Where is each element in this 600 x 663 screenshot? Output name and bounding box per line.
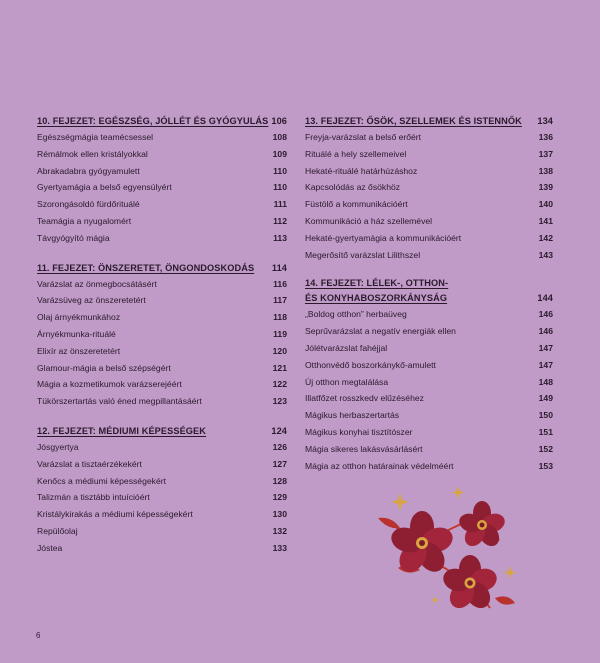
entry-page: 108 — [272, 132, 287, 142]
toc-entry — [37, 343, 287, 360]
entry-title: Repülőolaj — [37, 525, 78, 536]
entry-page: 120 — [272, 345, 287, 356]
entry-page: 127 — [272, 458, 287, 469]
toc-entry — [305, 230, 553, 247]
entry-page: 126 — [272, 441, 287, 452]
entry-title: Mágikus konyhai tisztítószer — [305, 426, 413, 437]
chapter-page: 134 — [537, 116, 553, 126]
entry-title: Tükörszertartás való éned megpillantásáért — [37, 396, 202, 407]
chapter-title-line1: 14. FEJEZET: LÉLEK-, OTTHON- — [305, 278, 449, 289]
entry-page: 111 — [273, 199, 287, 210]
chapter-heading — [37, 423, 287, 439]
toc-entry — [37, 523, 287, 540]
toc-entry — [37, 506, 287, 523]
entry-page: 147 — [538, 359, 553, 370]
toc-entry — [37, 276, 287, 293]
toc-entry — [37, 376, 287, 393]
toc-entry — [37, 230, 287, 247]
entry-page: 118 — [273, 312, 287, 323]
entry-title: Mágikus herbaszertartás — [305, 410, 400, 421]
chapter-page: 144 — [537, 293, 553, 304]
entry-title: Távgyógyító mágia — [37, 232, 110, 243]
chapter-page: 106 — [271, 116, 287, 126]
entry-title: Freyja-varázslat a belső erőért — [305, 132, 422, 142]
entry-title: Illatfőzet rosszkedv elűzéséhez — [305, 393, 424, 404]
entry-title: Rituálé a hely szellemeivel — [305, 148, 407, 159]
entry-title: Jóstea — [37, 542, 63, 553]
toc-entry — [37, 540, 287, 557]
toc-entry — [305, 458, 553, 475]
entry-title: Rémálmok ellen kristályokkal — [37, 148, 148, 159]
entry-page: 146 — [538, 326, 553, 337]
chapter-heading — [305, 113, 553, 129]
entry-title: Kapcsolódás az ősökhöz — [305, 182, 401, 193]
entry-page: 141 — [538, 215, 553, 226]
toc-left-column — [37, 113, 287, 570]
toc-chapter-14 — [305, 276, 553, 474]
entry-title: Egészségmágia teamécsessel — [37, 132, 154, 142]
entry-page: 149 — [538, 393, 553, 404]
toc-chapter-11 — [37, 260, 287, 410]
toc-entry — [37, 360, 287, 377]
entry-page: 132 — [272, 525, 287, 536]
toc-chapter-10 — [37, 113, 287, 247]
entry-title: Jósgyertya — [37, 441, 79, 452]
toc-entry — [305, 424, 553, 441]
entry-page: 137 — [538, 148, 553, 159]
toc-entry — [37, 439, 287, 456]
toc-entry — [305, 306, 553, 323]
toc-entry — [305, 146, 553, 163]
toc-entry — [37, 393, 287, 410]
entry-page: 138 — [538, 165, 553, 176]
toc-entry — [305, 407, 553, 424]
entry-title: Új otthon megtalálása — [305, 376, 389, 387]
entry-page: 110 — [273, 182, 287, 193]
toc-entry — [305, 129, 553, 146]
entry-page: 130 — [272, 509, 287, 520]
entry-title: Olaj árnyékmunkához — [37, 312, 121, 323]
entry-title: Gyertyamágia a belső egyensúlyért — [37, 182, 172, 193]
entry-title: Varázslat a tisztaérzékekért — [37, 458, 142, 469]
toc-entry — [37, 213, 287, 230]
entry-title: Hekaté-rituálé határhúzáshoz — [305, 165, 418, 176]
entry-page: 116 — [273, 278, 287, 289]
toc-entry — [305, 374, 553, 391]
entry-page: 110 — [273, 165, 287, 176]
entry-title: „Boldog otthon” herbaüveg — [305, 309, 407, 320]
chapter-heading — [37, 260, 287, 276]
toc-entry — [305, 340, 553, 357]
chapter-title: 12. FEJEZET: MÉDIUMI KÉPESSÉGEK — [37, 425, 207, 436]
entry-title: Varázslat az önmegbocsátásért — [37, 278, 157, 289]
entry-title: Mágia sikeres lakásvásárlásért — [305, 443, 423, 454]
entry-page: 119 — [273, 328, 287, 339]
entry-page: 123 — [272, 396, 287, 407]
entry-page: 150 — [538, 410, 553, 421]
toc-right-column — [305, 113, 553, 487]
toc-entry — [37, 146, 287, 163]
toc-entry — [37, 129, 287, 146]
entry-title: Jólétvarázslat fahéjjal — [305, 342, 388, 353]
page-number: 6 — [36, 631, 41, 640]
entry-page: 121 — [272, 362, 287, 373]
chapter-title: 13. FEJEZET: ŐSÖK, SZELLEMEK ÉS ISTENNŐK — [305, 116, 522, 126]
toc-entry — [305, 163, 553, 180]
entry-page: 143 — [538, 249, 553, 260]
toc-entry — [37, 309, 287, 326]
toc-entry — [37, 292, 287, 309]
toc-entry — [305, 247, 553, 264]
chapter-page: 114 — [271, 262, 287, 273]
entry-title: Mágia az otthon határainak védelméért — [305, 460, 454, 471]
entry-page: 112 — [273, 215, 287, 226]
entry-title: Glamour-mágia a belső szépségért — [37, 362, 171, 373]
toc-entry — [37, 456, 287, 473]
flowers-icon — [370, 478, 535, 628]
chapter-title: 10. FEJEZET: EGÉSZSÉG, JÓLLÉT ÉS GYÓGYULÁS — [37, 116, 269, 126]
entry-page: 151 — [538, 426, 553, 437]
toc-entry — [37, 473, 287, 490]
chapter-heading — [305, 276, 553, 306]
toc-entry — [305, 390, 553, 407]
entry-page: 139 — [538, 182, 553, 193]
entry-title: Abrakadabra gyógyamulett — [37, 165, 140, 176]
entry-page: 117 — [273, 295, 287, 306]
chapter-title: 11. FEJEZET: ÖNSZERETET, ÖNGONDOSKODÁS — [37, 262, 255, 273]
toc-entry — [305, 323, 553, 340]
entry-page: 136 — [538, 132, 553, 142]
toc-chapter-13 — [305, 113, 553, 263]
toc-entry — [37, 196, 287, 213]
toc-entry — [37, 179, 287, 196]
entry-page: 129 — [272, 492, 287, 503]
entry-page: 133 — [272, 542, 287, 553]
entry-title: Mágia a kozmetikumok varázserejéért — [37, 379, 182, 390]
entry-title: Kristálykirakás a médiumi képességekért — [37, 509, 193, 520]
entry-page: 128 — [272, 475, 287, 486]
toc-entry — [305, 179, 553, 196]
entry-page: 113 — [273, 232, 287, 243]
entry-title: Kommunikáció a ház szellemével — [305, 215, 433, 226]
entry-page: 153 — [538, 460, 553, 471]
chapter-heading — [37, 113, 287, 129]
entry-page: 147 — [538, 342, 553, 353]
chapter-page: 124 — [271, 425, 287, 436]
entry-title: Árnyékmunka-rituálé — [37, 328, 116, 339]
entry-page: 140 — [538, 199, 553, 210]
entry-title: Elixír az önszeretetért — [37, 345, 121, 356]
toc-entry — [37, 163, 287, 180]
toc-entry — [37, 326, 287, 343]
entry-page: 122 — [272, 379, 287, 390]
entry-title: Füstölő a kommunikációért — [305, 199, 408, 210]
toc-entry — [305, 213, 553, 230]
entry-page: 148 — [538, 376, 553, 387]
entry-page: 152 — [538, 443, 553, 454]
entry-title: Teamágia a nyugalomért — [37, 215, 132, 226]
entry-title: Seprűvarázslat a negatív energiák ellen — [305, 326, 456, 337]
entry-page: 146 — [538, 309, 553, 320]
entry-title: Talizmán a tisztább intuícióért — [37, 492, 150, 503]
entry-title: Otthonvédő boszorkánykő-amulett — [305, 359, 436, 370]
toc-entry — [37, 489, 287, 506]
toc-entry — [305, 357, 553, 374]
entry-title: Kenőcs a médiumi képességekért — [37, 475, 166, 486]
entry-title: Hekaté-gyertyamágia a kommunikációért — [305, 232, 462, 243]
toc-entry — [305, 196, 553, 213]
entry-title: Varázsüveg az önszeretetért — [37, 295, 146, 306]
entry-title: Szorongásoldó fürdőrituálé — [37, 199, 140, 210]
entry-page: 109 — [272, 148, 287, 159]
entry-page: 142 — [538, 232, 553, 243]
chapter-title-line2: ÉS KONYHABOSZORKÁNYSÁG — [305, 293, 448, 304]
toc-chapter-12 — [37, 423, 287, 557]
toc-entry — [305, 441, 553, 458]
entry-title: Megerősítő varázslat Lilithszel — [305, 249, 421, 260]
